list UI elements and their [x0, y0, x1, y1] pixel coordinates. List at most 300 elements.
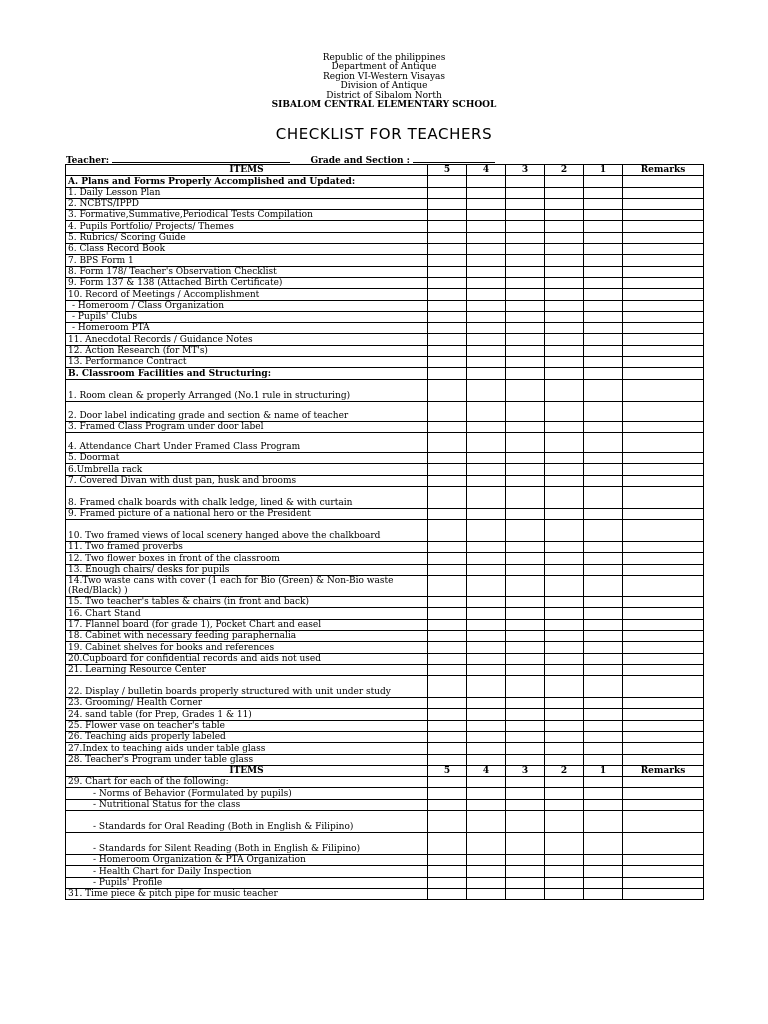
score-4-cell[interactable]: [467, 833, 506, 855]
score-1-cell[interactable]: [584, 777, 623, 788]
score-3-cell[interactable]: [506, 176, 545, 187]
score-3-cell[interactable]: [506, 597, 545, 608]
score-2-cell[interactable]: [545, 187, 584, 198]
score-1-cell[interactable]: [584, 743, 623, 754]
score-3-cell[interactable]: [506, 300, 545, 311]
score-1-cell[interactable]: [584, 754, 623, 765]
remarks-cell[interactable]: [623, 289, 704, 300]
score-4-cell[interactable]: [467, 811, 506, 833]
score-5-cell[interactable]: [428, 221, 467, 232]
remarks-cell[interactable]: [623, 698, 704, 709]
score-3-cell[interactable]: [506, 187, 545, 198]
score-5-cell[interactable]: [428, 799, 467, 810]
score-3-cell[interactable]: [506, 630, 545, 641]
score-5-cell[interactable]: [428, 731, 467, 742]
score-1-cell[interactable]: [584, 720, 623, 731]
score-4-cell[interactable]: [467, 464, 506, 475]
remarks-cell[interactable]: [623, 198, 704, 209]
score-2-cell[interactable]: [545, 520, 584, 542]
remarks-cell[interactable]: [623, 788, 704, 799]
score-3-cell[interactable]: [506, 564, 545, 575]
remarks-cell[interactable]: [623, 720, 704, 731]
score-1-cell[interactable]: [584, 508, 623, 519]
score-4-cell[interactable]: [467, 564, 506, 575]
score-2-cell[interactable]: [545, 357, 584, 368]
score-3-cell[interactable]: [506, 379, 545, 401]
score-3-cell[interactable]: [506, 866, 545, 877]
score-2-cell[interactable]: [545, 379, 584, 401]
score-2-cell[interactable]: [545, 401, 584, 421]
score-5-cell[interactable]: [428, 698, 467, 709]
score-5-cell[interactable]: [428, 486, 467, 508]
score-1-cell[interactable]: [584, 542, 623, 553]
score-2-cell[interactable]: [545, 811, 584, 833]
score-1-cell[interactable]: [584, 653, 623, 664]
score-1-cell[interactable]: [584, 464, 623, 475]
score-5-cell[interactable]: [428, 754, 467, 765]
remarks-cell[interactable]: [623, 754, 704, 765]
score-5-cell[interactable]: [428, 277, 467, 288]
score-5-cell[interactable]: [428, 368, 467, 379]
remarks-cell[interactable]: [623, 619, 704, 630]
score-3-cell[interactable]: [506, 421, 545, 432]
score-4-cell[interactable]: [467, 266, 506, 277]
score-3-cell[interactable]: [506, 277, 545, 288]
score-5-cell[interactable]: [428, 811, 467, 833]
score-4-cell[interactable]: [467, 743, 506, 754]
score-2-cell[interactable]: [545, 232, 584, 243]
score-4-cell[interactable]: [467, 508, 506, 519]
remarks-cell[interactable]: [623, 300, 704, 311]
score-5-cell[interactable]: [428, 475, 467, 486]
score-2-cell[interactable]: [545, 642, 584, 653]
score-3-cell[interactable]: [506, 221, 545, 232]
score-4-cell[interactable]: [467, 334, 506, 345]
remarks-cell[interactable]: [623, 743, 704, 754]
score-5-cell[interactable]: [428, 255, 467, 266]
remarks-cell[interactable]: [623, 642, 704, 653]
score-4-cell[interactable]: [467, 542, 506, 553]
teacher-name-field[interactable]: [112, 153, 290, 163]
score-3-cell[interactable]: [506, 401, 545, 421]
score-5-cell[interactable]: [428, 855, 467, 866]
score-3-cell[interactable]: [506, 311, 545, 322]
remarks-cell[interactable]: [623, 709, 704, 720]
score-1-cell[interactable]: [584, 608, 623, 619]
remarks-cell[interactable]: [623, 630, 704, 641]
score-2-cell[interactable]: [545, 300, 584, 311]
score-2-cell[interactable]: [545, 743, 584, 754]
score-1-cell[interactable]: [584, 432, 623, 452]
score-1-cell[interactable]: [584, 676, 623, 698]
score-2-cell[interactable]: [545, 630, 584, 641]
score-1-cell[interactable]: [584, 300, 623, 311]
remarks-cell[interactable]: [623, 799, 704, 810]
remarks-cell[interactable]: [623, 255, 704, 266]
score-2-cell[interactable]: [545, 255, 584, 266]
score-2-cell[interactable]: [545, 788, 584, 799]
score-4-cell[interactable]: [467, 619, 506, 630]
score-1-cell[interactable]: [584, 520, 623, 542]
score-5-cell[interactable]: [428, 176, 467, 187]
score-3-cell[interactable]: [506, 323, 545, 334]
score-2-cell[interactable]: [545, 698, 584, 709]
score-1-cell[interactable]: [584, 221, 623, 232]
score-2-cell[interactable]: [545, 210, 584, 221]
score-1-cell[interactable]: [584, 576, 623, 597]
score-2-cell[interactable]: [545, 777, 584, 788]
score-2-cell[interactable]: [545, 877, 584, 888]
score-2-cell[interactable]: [545, 311, 584, 322]
score-3-cell[interactable]: [506, 642, 545, 653]
score-3-cell[interactable]: [506, 289, 545, 300]
score-2-cell[interactable]: [545, 799, 584, 810]
score-1-cell[interactable]: [584, 311, 623, 322]
score-1-cell[interactable]: [584, 289, 623, 300]
score-5-cell[interactable]: [428, 788, 467, 799]
score-1-cell[interactable]: [584, 357, 623, 368]
score-3-cell[interactable]: [506, 210, 545, 221]
score-3-cell[interactable]: [506, 743, 545, 754]
score-1-cell[interactable]: [584, 855, 623, 866]
score-2-cell[interactable]: [545, 334, 584, 345]
score-2-cell[interactable]: [545, 576, 584, 597]
score-5-cell[interactable]: [428, 564, 467, 575]
score-1-cell[interactable]: [584, 277, 623, 288]
score-4-cell[interactable]: [467, 176, 506, 187]
score-1-cell[interactable]: [584, 799, 623, 810]
remarks-cell[interactable]: [623, 210, 704, 221]
score-4-cell[interactable]: [467, 788, 506, 799]
remarks-cell[interactable]: [623, 664, 704, 675]
score-3-cell[interactable]: [506, 664, 545, 675]
score-1-cell[interactable]: [584, 421, 623, 432]
remarks-cell[interactable]: [623, 855, 704, 866]
score-5-cell[interactable]: [428, 520, 467, 542]
score-1-cell[interactable]: [584, 833, 623, 855]
score-2-cell[interactable]: [545, 277, 584, 288]
score-1-cell[interactable]: [584, 731, 623, 742]
score-4-cell[interactable]: [467, 731, 506, 742]
score-1-cell[interactable]: [584, 232, 623, 243]
score-3-cell[interactable]: [506, 833, 545, 855]
remarks-cell[interactable]: [623, 777, 704, 788]
score-4-cell[interactable]: [467, 357, 506, 368]
remarks-cell[interactable]: [623, 486, 704, 508]
score-1-cell[interactable]: [584, 210, 623, 221]
score-5-cell[interactable]: [428, 311, 467, 322]
score-5-cell[interactable]: [428, 597, 467, 608]
remarks-cell[interactable]: [623, 475, 704, 486]
score-4-cell[interactable]: [467, 698, 506, 709]
score-5-cell[interactable]: [428, 421, 467, 432]
score-2-cell[interactable]: [545, 368, 584, 379]
score-3-cell[interactable]: [506, 357, 545, 368]
score-5-cell[interactable]: [428, 642, 467, 653]
score-3-cell[interactable]: [506, 266, 545, 277]
remarks-cell[interactable]: [623, 597, 704, 608]
score-1-cell[interactable]: [584, 877, 623, 888]
score-4-cell[interactable]: [467, 452, 506, 463]
score-1-cell[interactable]: [584, 368, 623, 379]
score-1-cell[interactable]: [584, 866, 623, 877]
score-5-cell[interactable]: [428, 198, 467, 209]
score-2-cell[interactable]: [545, 676, 584, 698]
score-3-cell[interactable]: [506, 255, 545, 266]
score-3-cell[interactable]: [506, 452, 545, 463]
score-3-cell[interactable]: [506, 198, 545, 209]
score-5-cell[interactable]: [428, 653, 467, 664]
score-1-cell[interactable]: [584, 698, 623, 709]
score-2-cell[interactable]: [545, 866, 584, 877]
remarks-cell[interactable]: [623, 608, 704, 619]
score-1-cell[interactable]: [584, 176, 623, 187]
score-5-cell[interactable]: [428, 345, 467, 356]
score-3-cell[interactable]: [506, 244, 545, 255]
score-5-cell[interactable]: [428, 357, 467, 368]
score-4-cell[interactable]: [467, 877, 506, 888]
score-4-cell[interactable]: [467, 520, 506, 542]
score-3-cell[interactable]: [506, 542, 545, 553]
score-4-cell[interactable]: [467, 630, 506, 641]
remarks-cell[interactable]: [623, 323, 704, 334]
score-5-cell[interactable]: [428, 542, 467, 553]
remarks-cell[interactable]: [623, 187, 704, 198]
remarks-cell[interactable]: [623, 232, 704, 243]
score-1-cell[interactable]: [584, 811, 623, 833]
score-3-cell[interactable]: [506, 811, 545, 833]
score-4-cell[interactable]: [467, 198, 506, 209]
score-5-cell[interactable]: [428, 777, 467, 788]
score-4-cell[interactable]: [467, 323, 506, 334]
score-5-cell[interactable]: [428, 323, 467, 334]
score-1-cell[interactable]: [584, 630, 623, 641]
score-4-cell[interactable]: [467, 432, 506, 452]
remarks-cell[interactable]: [623, 379, 704, 401]
score-4-cell[interactable]: [467, 311, 506, 322]
score-5-cell[interactable]: [428, 187, 467, 198]
score-3-cell[interactable]: [506, 464, 545, 475]
remarks-cell[interactable]: [623, 277, 704, 288]
score-3-cell[interactable]: [506, 855, 545, 866]
score-5-cell[interactable]: [428, 334, 467, 345]
score-3-cell[interactable]: [506, 799, 545, 810]
score-1-cell[interactable]: [584, 564, 623, 575]
score-4-cell[interactable]: [467, 799, 506, 810]
score-4-cell[interactable]: [467, 368, 506, 379]
remarks-cell[interactable]: [623, 421, 704, 432]
remarks-cell[interactable]: [623, 553, 704, 564]
score-4-cell[interactable]: [467, 379, 506, 401]
remarks-cell[interactable]: [623, 266, 704, 277]
score-2-cell[interactable]: [545, 888, 584, 899]
score-5-cell[interactable]: [428, 401, 467, 421]
score-4-cell[interactable]: [467, 664, 506, 675]
score-4-cell[interactable]: [467, 232, 506, 243]
remarks-cell[interactable]: [623, 731, 704, 742]
score-3-cell[interactable]: [506, 334, 545, 345]
score-3-cell[interactable]: [506, 608, 545, 619]
score-5-cell[interactable]: [428, 720, 467, 731]
score-4-cell[interactable]: [467, 553, 506, 564]
score-3-cell[interactable]: [506, 698, 545, 709]
score-3-cell[interactable]: [506, 777, 545, 788]
score-5-cell[interactable]: [428, 210, 467, 221]
score-2-cell[interactable]: [545, 244, 584, 255]
remarks-cell[interactable]: [623, 464, 704, 475]
score-2-cell[interactable]: [545, 664, 584, 675]
score-2-cell[interactable]: [545, 475, 584, 486]
score-4-cell[interactable]: [467, 255, 506, 266]
score-2-cell[interactable]: [545, 486, 584, 508]
score-1-cell[interactable]: [584, 379, 623, 401]
score-3-cell[interactable]: [506, 731, 545, 742]
remarks-cell[interactable]: [623, 811, 704, 833]
score-2-cell[interactable]: [545, 289, 584, 300]
score-5-cell[interactable]: [428, 244, 467, 255]
score-5-cell[interactable]: [428, 300, 467, 311]
remarks-cell[interactable]: [623, 877, 704, 888]
score-3-cell[interactable]: [506, 368, 545, 379]
score-2-cell[interactable]: [545, 432, 584, 452]
score-5-cell[interactable]: [428, 553, 467, 564]
score-1-cell[interactable]: [584, 266, 623, 277]
score-2-cell[interactable]: [545, 198, 584, 209]
score-2-cell[interactable]: [545, 553, 584, 564]
remarks-cell[interactable]: [623, 576, 704, 597]
score-4-cell[interactable]: [467, 754, 506, 765]
remarks-cell[interactable]: [623, 520, 704, 542]
score-1-cell[interactable]: [584, 345, 623, 356]
score-5-cell[interactable]: [428, 464, 467, 475]
score-5-cell[interactable]: [428, 664, 467, 675]
score-4-cell[interactable]: [467, 676, 506, 698]
score-1-cell[interactable]: [584, 244, 623, 255]
score-1-cell[interactable]: [584, 334, 623, 345]
score-2-cell[interactable]: [545, 653, 584, 664]
score-3-cell[interactable]: [506, 619, 545, 630]
score-5-cell[interactable]: [428, 452, 467, 463]
score-1-cell[interactable]: [584, 597, 623, 608]
score-3-cell[interactable]: [506, 553, 545, 564]
score-2-cell[interactable]: [545, 421, 584, 432]
score-2-cell[interactable]: [545, 709, 584, 720]
score-3-cell[interactable]: [506, 709, 545, 720]
score-5-cell[interactable]: [428, 833, 467, 855]
remarks-cell[interactable]: [623, 542, 704, 553]
score-2-cell[interactable]: [545, 754, 584, 765]
score-1-cell[interactable]: [584, 486, 623, 508]
score-3-cell[interactable]: [506, 676, 545, 698]
score-2-cell[interactable]: [545, 597, 584, 608]
score-1-cell[interactable]: [584, 553, 623, 564]
remarks-cell[interactable]: [623, 334, 704, 345]
score-4-cell[interactable]: [467, 608, 506, 619]
score-1-cell[interactable]: [584, 452, 623, 463]
score-4-cell[interactable]: [467, 866, 506, 877]
score-2-cell[interactable]: [545, 619, 584, 630]
score-2-cell[interactable]: [545, 266, 584, 277]
score-4-cell[interactable]: [467, 210, 506, 221]
remarks-cell[interactable]: [623, 653, 704, 664]
score-2-cell[interactable]: [545, 720, 584, 731]
remarks-cell[interactable]: [623, 357, 704, 368]
score-5-cell[interactable]: [428, 888, 467, 899]
remarks-cell[interactable]: [623, 508, 704, 519]
score-4-cell[interactable]: [467, 486, 506, 508]
score-3-cell[interactable]: [506, 475, 545, 486]
score-5-cell[interactable]: [428, 743, 467, 754]
score-1-cell[interactable]: [584, 619, 623, 630]
score-3-cell[interactable]: [506, 720, 545, 731]
score-5-cell[interactable]: [428, 877, 467, 888]
score-3-cell[interactable]: [506, 888, 545, 899]
score-2-cell[interactable]: [545, 345, 584, 356]
remarks-cell[interactable]: [623, 368, 704, 379]
remarks-cell[interactable]: [623, 311, 704, 322]
score-3-cell[interactable]: [506, 576, 545, 597]
score-3-cell[interactable]: [506, 754, 545, 765]
score-3-cell[interactable]: [506, 345, 545, 356]
remarks-cell[interactable]: [623, 244, 704, 255]
remarks-cell[interactable]: [623, 833, 704, 855]
score-5-cell[interactable]: [428, 508, 467, 519]
score-1-cell[interactable]: [584, 642, 623, 653]
score-5-cell[interactable]: [428, 232, 467, 243]
score-4-cell[interactable]: [467, 597, 506, 608]
score-4-cell[interactable]: [467, 300, 506, 311]
remarks-cell[interactable]: [623, 676, 704, 698]
score-4-cell[interactable]: [467, 855, 506, 866]
remarks-cell[interactable]: [623, 866, 704, 877]
score-3-cell[interactable]: [506, 508, 545, 519]
score-4-cell[interactable]: [467, 401, 506, 421]
score-5-cell[interactable]: [428, 289, 467, 300]
score-4-cell[interactable]: [467, 777, 506, 788]
score-5-cell[interactable]: [428, 379, 467, 401]
score-2-cell[interactable]: [545, 833, 584, 855]
score-4-cell[interactable]: [467, 720, 506, 731]
remarks-cell[interactable]: [623, 401, 704, 421]
remarks-cell[interactable]: [623, 452, 704, 463]
score-2-cell[interactable]: [545, 564, 584, 575]
remarks-cell[interactable]: [623, 176, 704, 187]
score-5-cell[interactable]: [428, 866, 467, 877]
score-2-cell[interactable]: [545, 452, 584, 463]
score-4-cell[interactable]: [467, 642, 506, 653]
score-1-cell[interactable]: [584, 709, 623, 720]
score-4-cell[interactable]: [467, 709, 506, 720]
score-2-cell[interactable]: [545, 176, 584, 187]
score-5-cell[interactable]: [428, 266, 467, 277]
score-4-cell[interactable]: [467, 221, 506, 232]
score-1-cell[interactable]: [584, 788, 623, 799]
score-2-cell[interactable]: [545, 508, 584, 519]
score-1-cell[interactable]: [584, 198, 623, 209]
score-4-cell[interactable]: [467, 421, 506, 432]
score-1-cell[interactable]: [584, 187, 623, 198]
score-5-cell[interactable]: [428, 619, 467, 630]
score-4-cell[interactable]: [467, 888, 506, 899]
score-4-cell[interactable]: [467, 475, 506, 486]
score-4-cell[interactable]: [467, 576, 506, 597]
score-3-cell[interactable]: [506, 432, 545, 452]
remarks-cell[interactable]: [623, 345, 704, 356]
score-1-cell[interactable]: [584, 888, 623, 899]
score-3-cell[interactable]: [506, 232, 545, 243]
score-1-cell[interactable]: [584, 401, 623, 421]
score-5-cell[interactable]: [428, 608, 467, 619]
